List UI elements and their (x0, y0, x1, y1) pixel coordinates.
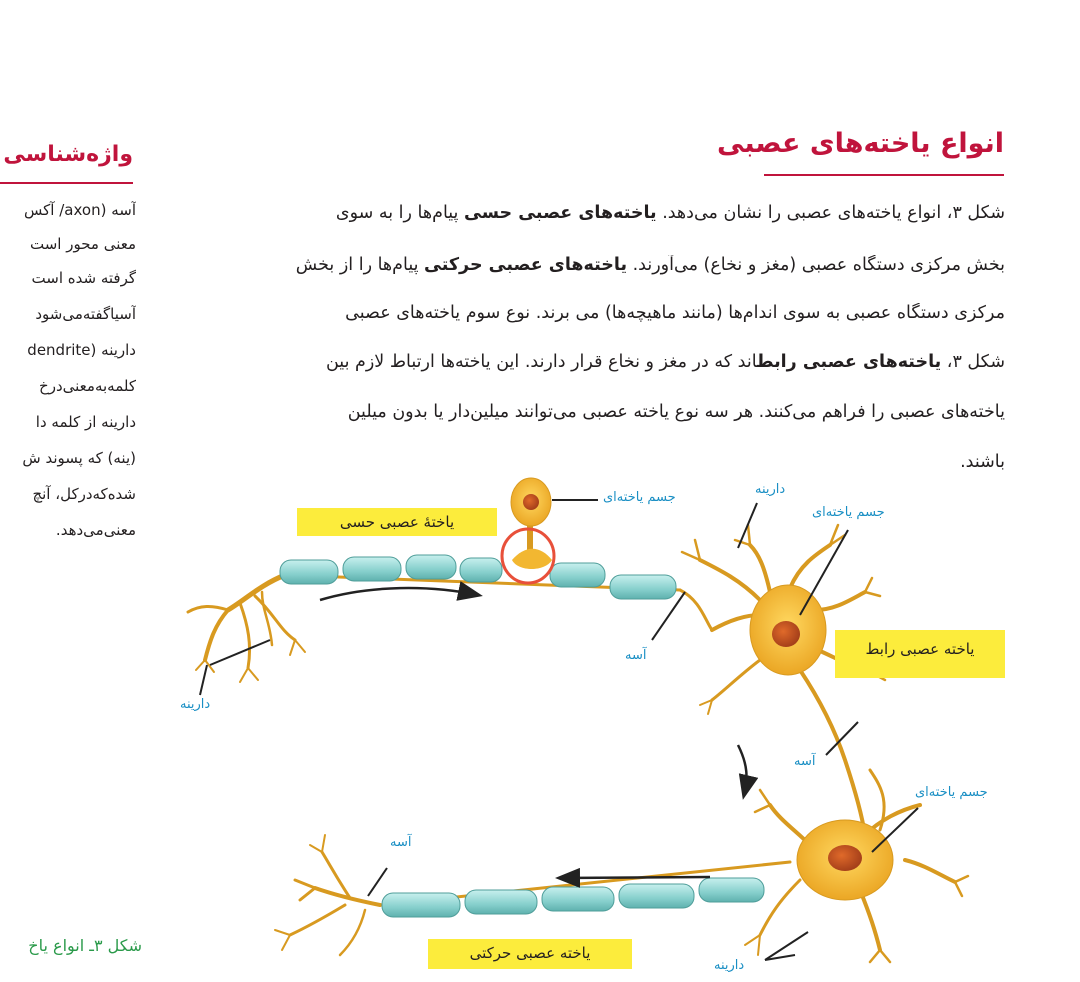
sidebar-line: معنی‌می‌دهد. (55, 521, 136, 539)
nucleus (772, 621, 800, 647)
label-dendrite: دارینه (180, 697, 211, 712)
nucleus (828, 845, 862, 871)
figure-caption: شکل ۳ـ انواع یاخ (28, 936, 142, 955)
sidebar-line: کلمه‌به‌معنی‌درخ (39, 377, 136, 395)
label-axon: آسه (794, 754, 816, 769)
sidebar-line: شده‌که‌در‌کل، آنچ (32, 485, 136, 503)
interneuron (682, 525, 885, 835)
label-axon: آسه (390, 835, 412, 850)
paragraph-line: بخش مرکزی دستگاه عصبی (مغز و نخاع) می‌آورند. یاخته‌های عصبی حرکتی پیام‌ها را از بخش (295, 255, 1005, 275)
paragraph-line: شکل ۳، یاخته‌های عصبی رابطاند که در مغز و نخاع قرار دارند. این یاخته‌ها ارتباط لازم بین (325, 352, 1005, 372)
label-cell-body: جسم یاخته‌ای (603, 490, 676, 505)
label-box-motor: یاخته عصبی حرکتی (428, 939, 632, 969)
section-title: انواع یاخته‌های عصبی (717, 128, 1004, 159)
sidebar-title: واژه‌شناسی (3, 142, 133, 167)
term-motor: یاخته‌های عصبی حرکتی (424, 255, 628, 275)
label-cell-body: جسم یاخته‌ای (812, 505, 885, 520)
term-interneuron: یاخته‌های عصبی رابط (757, 352, 942, 372)
paragraph-line: شکل ۳، انواع یاخته‌های عصبی را نشان می‌دهد. یاخته‌های عصبی حسی پیام‌ها را به سوی (335, 203, 1005, 223)
sidebar-line: (ینه) که پسوند ش (22, 449, 136, 467)
label-dendrite: دارینه (755, 482, 786, 497)
label-dendrite: دارینه (714, 958, 745, 973)
label-box-interneuron: یاخته عصبی رابط (835, 630, 1005, 678)
sidebar-line: معنی محور است (29, 235, 136, 253)
direction-arrow (738, 745, 746, 795)
sidebar-line: آسه (axon/ آکس (24, 201, 136, 219)
direction-arrow (320, 588, 478, 600)
paragraph-line: مرکزی دستگاه عصبی به سوی اندام‌ها (مانند ماهیچه‌ها) می برند. نوع سوم یاخته‌های عصبی (345, 303, 1005, 323)
label-box-sensory: یاختۀ عصبی حسی (297, 508, 497, 536)
sidebar-line: دارینه از کلمه دا (35, 413, 136, 431)
sidebar-line: گرفته شده است (31, 269, 136, 287)
paragraph-line: یاخته‌های عصبی را فراهم می‌کنند. هر سه نوع یاخته عصبی می‌توانند میلین‌دار یا بدون میلین (347, 402, 1005, 422)
sidebar-line: آسیاگفته‌می‌شود (35, 305, 136, 323)
label-axon: آسه (625, 648, 647, 663)
label-cell-body: جسم یاخته‌ای (915, 785, 988, 800)
nucleus (523, 494, 539, 510)
term-sensory: یاخته‌های عصبی حسی (464, 203, 657, 223)
direction-arrow (560, 877, 710, 878)
sidebar-line: دارینه (dendrite (27, 341, 136, 359)
paragraph-line: باشند. (960, 452, 1005, 472)
